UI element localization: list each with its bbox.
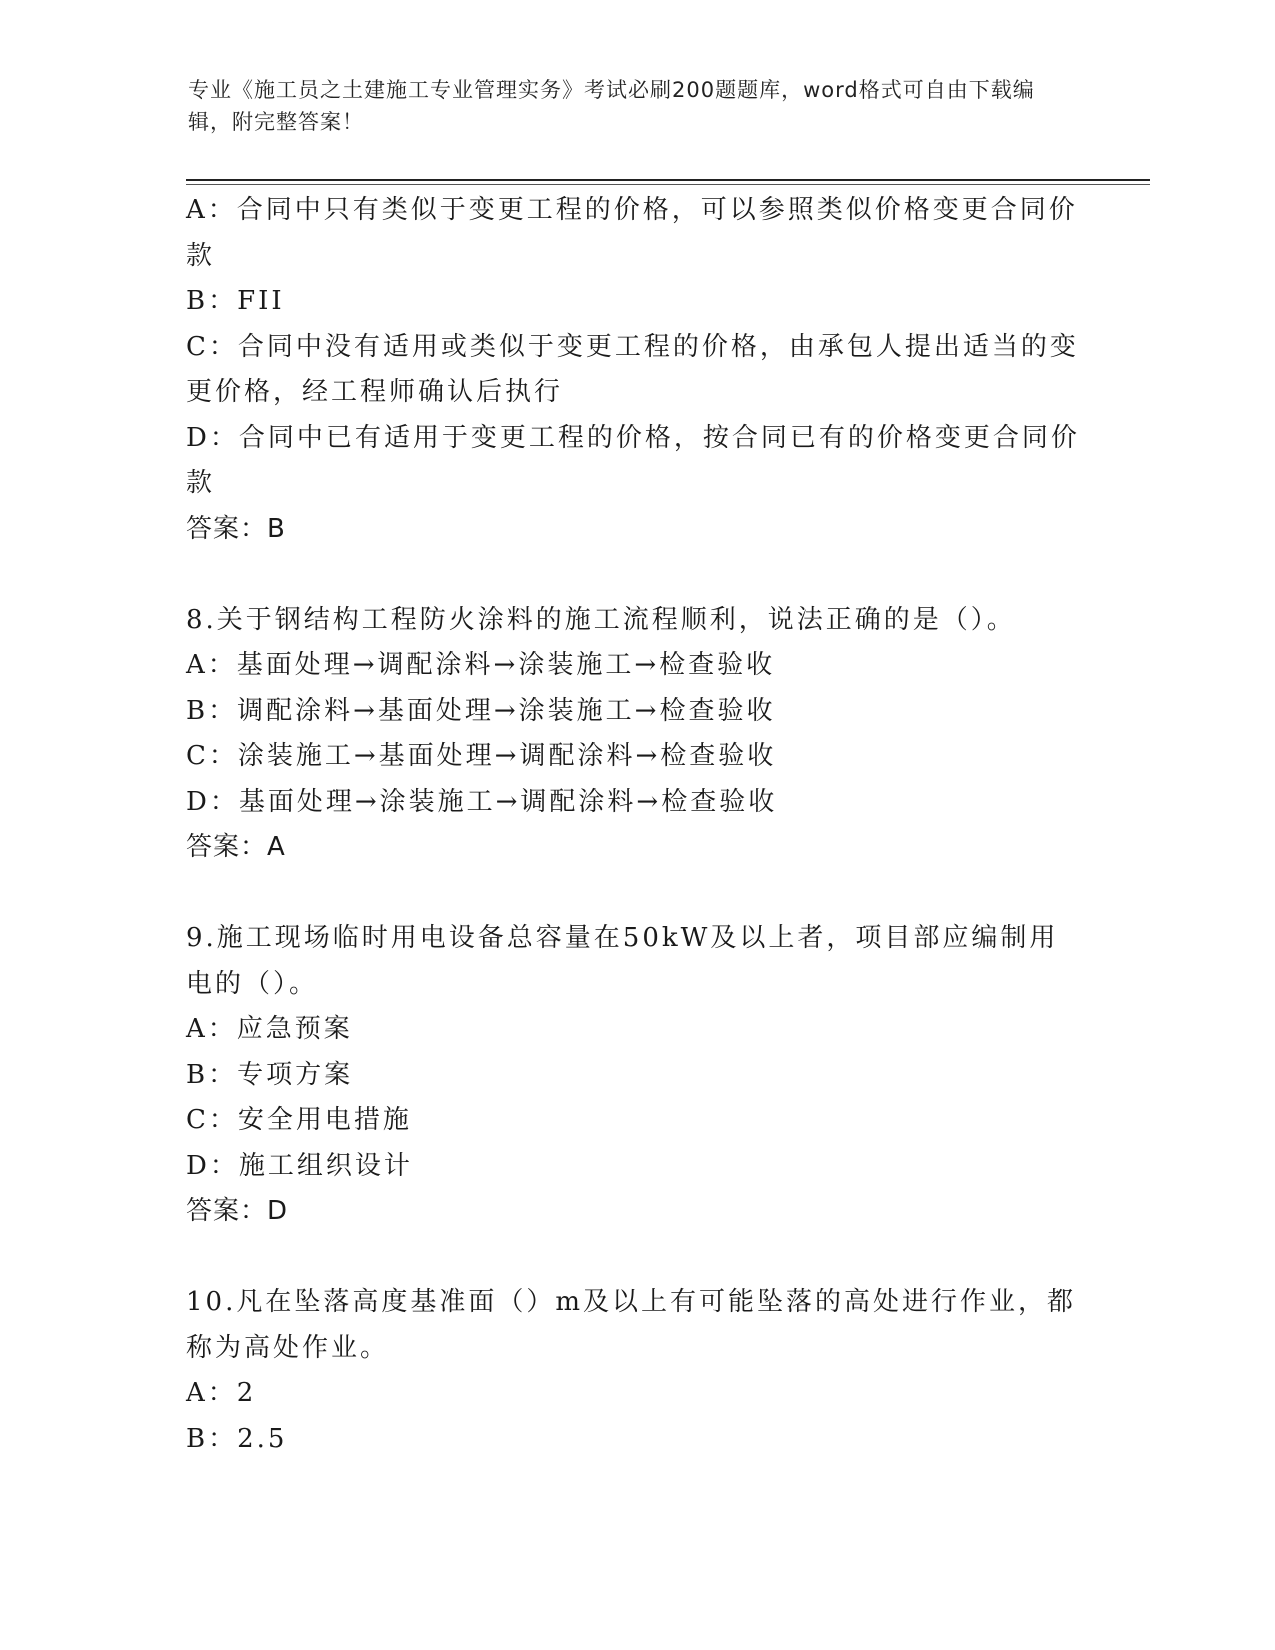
- option-d: D：基面处理→涂装施工→调配涂料→检查验收: [186, 786, 778, 817]
- option-c: C：涂装施工→基面处理→调配涂料→检查验收: [186, 741, 777, 771]
- option-b: B：调配涂料→基面处理→涂装施工→检查验收: [186, 695, 776, 726]
- header-text: 专业《施工员之土建施工专业管理实务》考试必刷200题题库，word格式可自由下载编辑，附完整答案！: [188, 78, 1035, 134]
- question-stem: 9.施工现场临时用电设备总容量在50kW及以上者，项目部应编制用电的（）。: [186, 923, 1059, 999]
- question-block: [186, 1280, 1086, 1462]
- question-block: [186, 916, 1086, 1235]
- document-header: [188, 74, 1068, 138]
- header-divider: [186, 179, 1150, 181]
- question-list: [186, 188, 1086, 1462]
- option-a: A：2: [186, 1378, 257, 1408]
- option-d: D：施工组织设计: [186, 1150, 413, 1181]
- answer-line: 答案：D: [186, 1196, 289, 1226]
- header-divider-thin: [186, 184, 1150, 185]
- option-a: A：基面处理→调配涂料→涂装施工→检查验收: [186, 650, 776, 680]
- question-stem: 10.凡在坠落高度基准面（）m及以上有可能坠落的高处进行作业，都称为高处作业。: [186, 1287, 1077, 1363]
- option-d: D：合同中已有适用于变更工程的价格，按合同已有的价格变更合同价款: [186, 422, 1080, 498]
- option-b: B：2.5: [186, 1423, 288, 1454]
- question-stem: 8.关于钢结构工程防火涂料的施工流程顺利，说法正确的是（）。: [186, 604, 1016, 635]
- answer-line: 答案：B: [186, 513, 286, 544]
- option-c: C：合同中没有适用或类似于变更工程的价格，由承包人提出适当的变更价格，经工程师确认后执行: [186, 331, 1079, 407]
- answer-line: 答案：A: [186, 832, 286, 862]
- option-c: C：安全用电措施: [186, 1105, 412, 1135]
- option-a: A：合同中只有类似于变更工程的价格，可以参照类似价格变更合同价款: [186, 195, 1078, 271]
- question-block: [186, 188, 1086, 552]
- question-block: [186, 598, 1086, 871]
- option-b: B：FII: [186, 286, 285, 316]
- option-b: B：专项方案: [186, 1059, 354, 1090]
- option-a: A：应急预案: [186, 1014, 353, 1044]
